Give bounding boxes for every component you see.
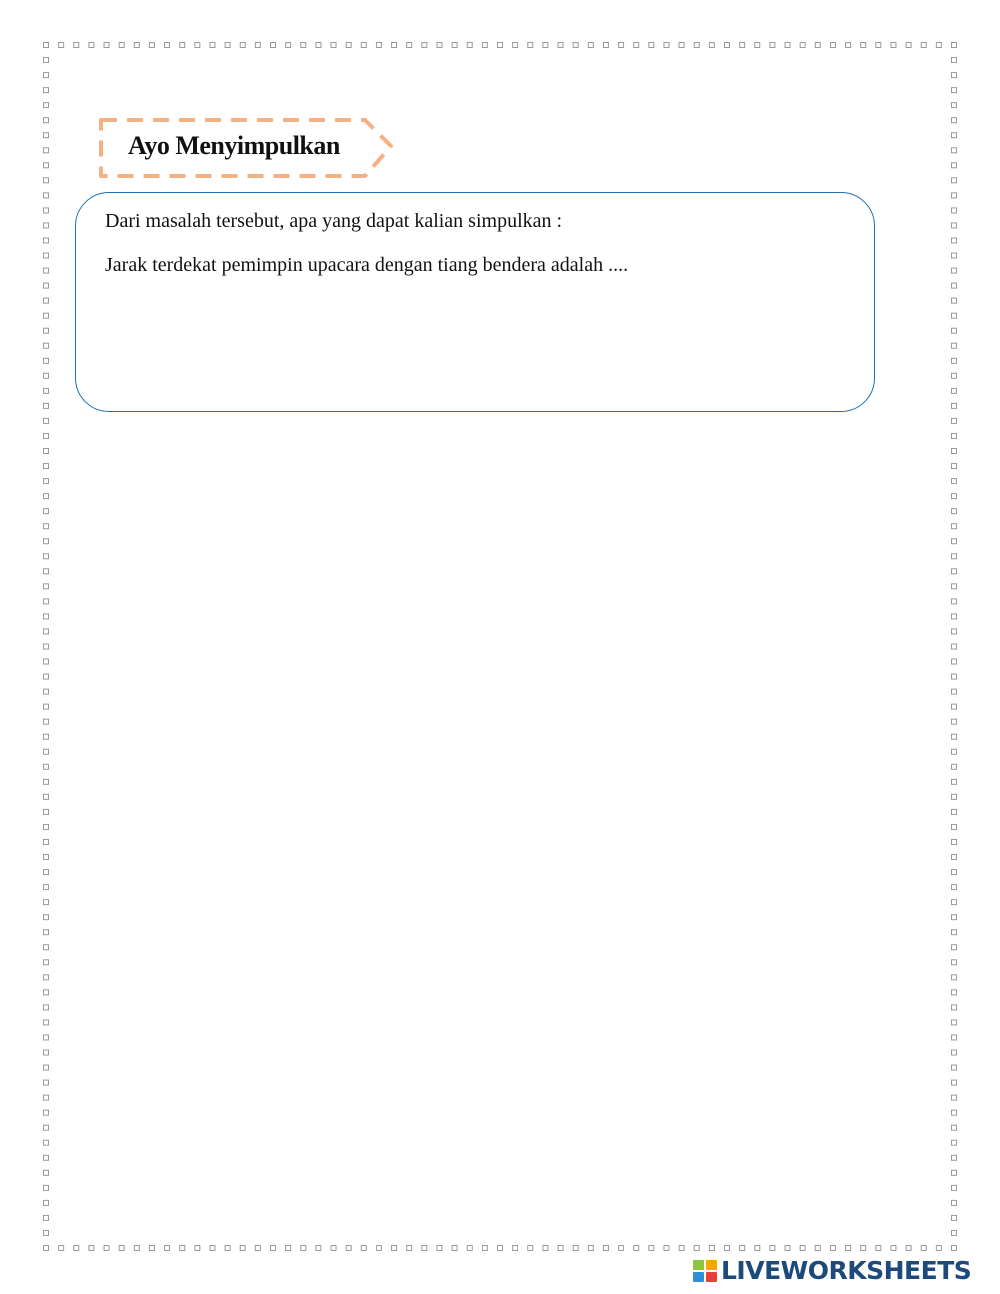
border-dot <box>770 43 775 48</box>
border-dot <box>952 388 957 393</box>
border-dot <box>44 1125 49 1130</box>
border-dot <box>952 1125 957 1130</box>
border-dot <box>952 433 957 438</box>
border-dot <box>952 885 957 890</box>
border-dot <box>952 945 957 950</box>
border-dot <box>498 43 503 48</box>
border-dot <box>149 1246 154 1251</box>
border-dot <box>528 43 533 48</box>
border-dot <box>44 599 49 604</box>
border-dot <box>44 479 49 484</box>
border-dot <box>952 900 957 905</box>
border-dot <box>634 1246 639 1251</box>
border-dot <box>225 43 230 48</box>
border-dot <box>952 960 957 965</box>
border-dot <box>952 223 957 228</box>
border-dot <box>44 539 49 544</box>
border-dot <box>952 704 957 709</box>
border-dot <box>407 43 412 48</box>
border-dot <box>44 1246 49 1251</box>
border-dot <box>44 614 49 619</box>
border-dot <box>59 43 64 48</box>
border-dot <box>271 1246 276 1251</box>
border-dot <box>649 1246 654 1251</box>
border-dot <box>44 268 49 273</box>
border-dot <box>543 1246 548 1251</box>
border-dot <box>709 1246 714 1251</box>
border-dot <box>44 855 49 860</box>
border-dot <box>785 1246 790 1251</box>
border-dot <box>104 43 109 48</box>
border-dot <box>346 43 351 48</box>
border-dot <box>44 885 49 890</box>
border-dot <box>44 358 49 363</box>
border-dot <box>44 73 49 78</box>
border-dot <box>952 599 957 604</box>
border-dot <box>952 118 957 123</box>
border-dot <box>59 1246 64 1251</box>
border-dot <box>952 193 957 198</box>
border-dot <box>952 764 957 769</box>
border-dot <box>709 43 714 48</box>
border-dot <box>952 824 957 829</box>
border-dot <box>331 43 336 48</box>
border-dot <box>44 689 49 694</box>
border-dot <box>588 1246 593 1251</box>
border-dot <box>830 43 835 48</box>
border-dot <box>543 43 548 48</box>
border-dot <box>679 1246 684 1251</box>
border-dot <box>44 659 49 664</box>
border-dot <box>44 749 49 754</box>
border-dot <box>846 43 851 48</box>
border-dot <box>44 809 49 814</box>
border-dot <box>513 1246 518 1251</box>
border-dot <box>952 524 957 529</box>
border-dot <box>952 253 957 258</box>
border-dot <box>619 1246 624 1251</box>
border-dot <box>225 1246 230 1251</box>
border-dot <box>44 1050 49 1055</box>
border-dot <box>952 88 957 93</box>
border-dot <box>44 449 49 454</box>
border-dot <box>44 1230 49 1235</box>
border-dot <box>952 494 957 499</box>
border-dot <box>952 734 957 739</box>
border-dot <box>331 1246 336 1251</box>
border-dot <box>603 43 608 48</box>
border-dot <box>316 43 321 48</box>
border-dot <box>44 388 49 393</box>
border-dot <box>437 1246 442 1251</box>
border-dot <box>346 1246 351 1251</box>
border-dot <box>44 298 49 303</box>
border-dot <box>513 43 518 48</box>
border-dot <box>952 1155 957 1160</box>
border-dot <box>952 915 957 920</box>
border-dot <box>44 58 49 63</box>
border-dot <box>44 915 49 920</box>
border-dot <box>44 524 49 529</box>
border-dot <box>952 930 957 935</box>
border-dot <box>861 1246 866 1251</box>
logo-block-e <box>706 1272 717 1282</box>
border-dot <box>952 614 957 619</box>
border-dot <box>44 133 49 138</box>
border-dot <box>437 43 442 48</box>
border-dot <box>392 43 397 48</box>
border-dot <box>44 644 49 649</box>
border-dot <box>44 704 49 709</box>
border-dot <box>952 719 957 724</box>
border-dot <box>44 1005 49 1010</box>
border-dot <box>952 569 957 574</box>
border-dot <box>165 43 170 48</box>
border-dot <box>952 178 957 183</box>
border-dot <box>952 373 957 378</box>
border-dot <box>240 43 245 48</box>
border-dot <box>44 584 49 589</box>
border-dot <box>861 43 866 48</box>
border-dot <box>936 1246 941 1251</box>
border-dot <box>44 418 49 423</box>
border-dot <box>588 43 593 48</box>
border-dot <box>952 343 957 348</box>
border-dot <box>376 1246 381 1251</box>
border-dot <box>952 449 957 454</box>
border-dot <box>952 749 957 754</box>
border-dot <box>952 208 957 213</box>
border-dot <box>921 43 926 48</box>
border-dot <box>952 58 957 63</box>
border-dot <box>679 43 684 48</box>
border-dot <box>952 1080 957 1085</box>
border-dot <box>422 1246 427 1251</box>
border-dot <box>952 1185 957 1190</box>
border-dot <box>44 629 49 634</box>
section-title: Ayo Menyimpulkan <box>128 131 340 160</box>
border-dot <box>165 1246 170 1251</box>
border-dot <box>255 1246 260 1251</box>
border-dot <box>44 118 49 123</box>
border-dot <box>952 975 957 980</box>
border-dot <box>664 43 669 48</box>
border-dot <box>89 1246 94 1251</box>
border-dot <box>119 1246 124 1251</box>
border-dot <box>44 975 49 980</box>
border-dot <box>44 193 49 198</box>
border-dot <box>952 855 957 860</box>
border-dot <box>44 373 49 378</box>
border-dot <box>573 1246 578 1251</box>
border-dot <box>44 208 49 213</box>
border-dot <box>952 1215 957 1220</box>
border-dot <box>952 1200 957 1205</box>
logo-block-i <box>706 1260 717 1270</box>
border-dot <box>44 313 49 318</box>
border-dot <box>134 43 139 48</box>
border-dot <box>755 43 760 48</box>
border-dot <box>952 870 957 875</box>
border-dot <box>830 1246 835 1251</box>
border-dot <box>44 1065 49 1070</box>
liveworksheets-logo <box>692 1256 971 1286</box>
border-dot <box>44 433 49 438</box>
border-dot <box>694 43 699 48</box>
border-dot <box>952 1050 957 1055</box>
border-dot <box>392 1246 397 1251</box>
border-dot <box>952 1095 957 1100</box>
border-dot <box>952 133 957 138</box>
border-dot <box>740 1246 745 1251</box>
border-dot <box>891 43 896 48</box>
border-dot <box>952 43 957 48</box>
logo-block-v <box>693 1272 704 1282</box>
border-dot <box>195 43 200 48</box>
border-dot <box>44 103 49 108</box>
border-dot <box>74 43 79 48</box>
border-dot <box>467 1246 472 1251</box>
border-dot <box>422 43 427 48</box>
border-dot <box>952 1170 957 1175</box>
border-dot <box>558 43 563 48</box>
border-dot <box>44 1035 49 1040</box>
border-dot <box>44 569 49 574</box>
border-dot <box>44 1200 49 1205</box>
border-dot <box>44 1095 49 1100</box>
border-dot <box>952 839 957 844</box>
border-dot <box>301 1246 306 1251</box>
border-dot <box>44 930 49 935</box>
border-dot <box>952 990 957 995</box>
border-dot <box>952 554 957 559</box>
border-dot <box>44 794 49 799</box>
border-dot <box>134 1246 139 1251</box>
border-dot <box>921 1246 926 1251</box>
border-dot <box>44 1155 49 1160</box>
liveworksheets-logo-text: LIVEWORKSHEETS <box>721 1256 972 1285</box>
border-dot <box>952 659 957 664</box>
border-dot <box>952 479 957 484</box>
border-dot <box>89 43 94 48</box>
border-dot <box>952 1246 957 1251</box>
border-dot <box>44 900 49 905</box>
border-dot <box>558 1246 563 1251</box>
border-dot <box>44 990 49 995</box>
border-dot <box>936 43 941 48</box>
border-dot <box>528 1246 533 1251</box>
border-dot <box>271 43 276 48</box>
border-dot <box>952 238 957 243</box>
border-dot <box>482 43 487 48</box>
border-dot <box>952 268 957 273</box>
border-dot <box>44 734 49 739</box>
border-dot <box>952 1005 957 1010</box>
liveworksheets-blocks-icon <box>692 1259 718 1283</box>
border-dot <box>44 839 49 844</box>
border-dot <box>44 1080 49 1085</box>
border-dot <box>891 1246 896 1251</box>
border-dot <box>119 43 124 48</box>
border-dot <box>649 43 654 48</box>
border-dot <box>952 103 957 108</box>
border-dot <box>876 1246 881 1251</box>
border-dot <box>755 1246 760 1251</box>
border-dot <box>44 764 49 769</box>
border-dot <box>846 1246 851 1251</box>
border-dot <box>725 1246 730 1251</box>
border-dot <box>952 283 957 288</box>
border-dot <box>44 1215 49 1220</box>
border-dot <box>952 779 957 784</box>
border-dot <box>44 1020 49 1025</box>
border-dot <box>44 148 49 153</box>
border-dot <box>952 313 957 318</box>
border-dot <box>44 494 49 499</box>
border-dot <box>952 509 957 514</box>
border-dot <box>44 870 49 875</box>
border-dot <box>800 1246 805 1251</box>
border-dot <box>906 1246 911 1251</box>
border-dot <box>44 1140 49 1145</box>
border-dot <box>952 584 957 589</box>
border-dot <box>634 43 639 48</box>
border-dot <box>149 43 154 48</box>
border-dot <box>44 1185 49 1190</box>
border-dot <box>44 719 49 724</box>
border-dot <box>44 945 49 950</box>
conclusion-prompt: Dari masalah tersebut, apa yang dapat kalian simpulkan : <box>105 210 563 232</box>
border-dot <box>361 43 366 48</box>
border-dot <box>952 689 957 694</box>
border-dot <box>44 328 49 333</box>
border-dot <box>952 539 957 544</box>
border-dot <box>44 283 49 288</box>
border-dot <box>785 43 790 48</box>
border-dot <box>815 1246 820 1251</box>
border-dot <box>44 343 49 348</box>
border-dot <box>770 1246 775 1251</box>
border-dot <box>952 464 957 469</box>
border-dot <box>104 1246 109 1251</box>
border-dot <box>952 418 957 423</box>
border-dot <box>603 1246 608 1251</box>
border-dot <box>800 43 805 48</box>
border-dot <box>952 644 957 649</box>
border-dot <box>725 43 730 48</box>
border-dot <box>407 1246 412 1251</box>
border-dot <box>952 629 957 634</box>
border-dot <box>952 73 957 78</box>
border-dot <box>44 1170 49 1175</box>
border-dot <box>44 43 49 48</box>
logo-block-l <box>693 1260 704 1270</box>
border-dot <box>195 1246 200 1251</box>
conclusion-statement: Jarak terdekat pemimpin upacara dengan tiang bendera adalah .... <box>105 254 629 276</box>
border-dot <box>952 1230 957 1235</box>
border-dot <box>210 1246 215 1251</box>
border-dot <box>482 1246 487 1251</box>
border-dot <box>44 178 49 183</box>
border-dot <box>44 824 49 829</box>
border-dot <box>876 43 881 48</box>
border-dot <box>286 1246 291 1251</box>
border-dot <box>255 43 260 48</box>
border-dot <box>376 43 381 48</box>
border-dot <box>44 509 49 514</box>
border-dot <box>694 1246 699 1251</box>
border-dot <box>952 148 957 153</box>
border-dot <box>452 43 457 48</box>
border-dot <box>180 1246 185 1251</box>
border-dot <box>44 253 49 258</box>
border-dot <box>952 809 957 814</box>
border-dot <box>952 403 957 408</box>
border-dot <box>952 794 957 799</box>
border-dot <box>452 1246 457 1251</box>
border-dot <box>498 1246 503 1251</box>
border-dot <box>286 43 291 48</box>
border-dot <box>361 1246 366 1251</box>
border-dot <box>44 223 49 228</box>
border-dot <box>74 1246 79 1251</box>
border-dot <box>952 163 957 168</box>
border-dot <box>906 43 911 48</box>
border-dot <box>180 43 185 48</box>
border-dot <box>210 43 215 48</box>
border-dot <box>44 88 49 93</box>
border-dot <box>952 1065 957 1070</box>
border-dot <box>952 1020 957 1025</box>
border-dot <box>573 43 578 48</box>
border-dot <box>952 1110 957 1115</box>
border-dot <box>240 1246 245 1251</box>
border-dot <box>44 779 49 784</box>
border-dot <box>44 238 49 243</box>
border-dot <box>44 464 49 469</box>
border-dot <box>44 163 49 168</box>
border-dot <box>815 43 820 48</box>
border-dot <box>44 674 49 679</box>
border-dot <box>619 43 624 48</box>
border-dot <box>952 674 957 679</box>
border-dot <box>44 1110 49 1115</box>
border-dot <box>740 43 745 48</box>
border-dot <box>952 1035 957 1040</box>
border-dot <box>44 960 49 965</box>
border-dot <box>952 298 957 303</box>
border-dot <box>664 1246 669 1251</box>
border-dot <box>952 1140 957 1145</box>
border-dot <box>44 403 49 408</box>
border-dot <box>301 43 306 48</box>
border-dot <box>44 554 49 559</box>
border-dot <box>952 328 957 333</box>
border-dot <box>952 358 957 363</box>
border-dot <box>467 43 472 48</box>
border-dot <box>316 1246 321 1251</box>
